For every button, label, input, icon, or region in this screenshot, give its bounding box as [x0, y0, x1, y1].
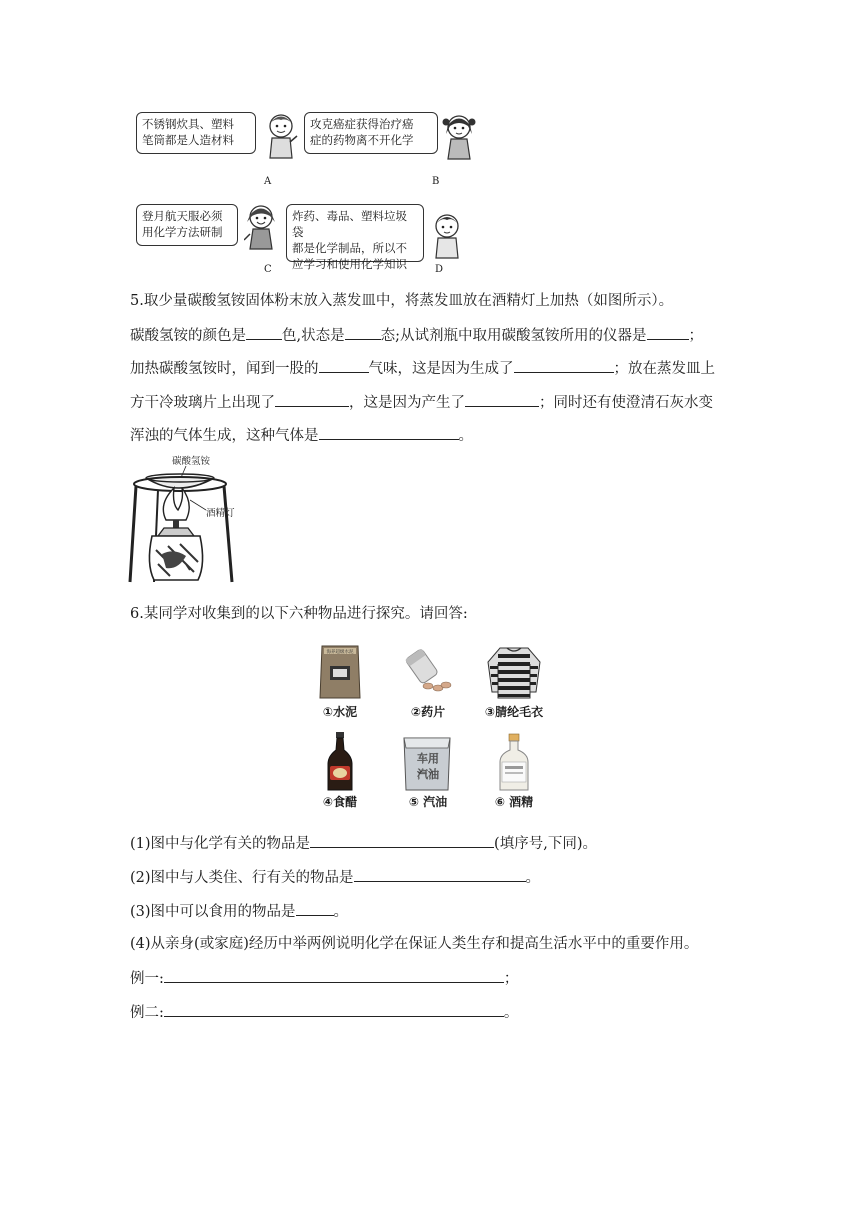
- blank-state[interactable]: [345, 325, 381, 340]
- label-b: B: [432, 176, 440, 187]
- item-label-gasoline: ⑤ 汽油: [408, 795, 448, 809]
- item-vinegar: [300, 730, 380, 810]
- q5-text: 碳酸氢铵的颜色是: [130, 328, 246, 344]
- item-label-vinegar: ④食醋: [322, 795, 358, 809]
- q6-stem: 6.某同学对收集到的以下六种物品进行探究。请回答:: [130, 606, 468, 622]
- q5-text: ，这是因为产生了: [349, 395, 465, 411]
- blank-example-2[interactable]: [164, 1002, 504, 1017]
- q5-line3: [130, 358, 715, 379]
- q6-intro: [130, 604, 468, 624]
- alcohol-bottle-icon: [474, 730, 554, 794]
- blank-product[interactable]: [514, 358, 614, 373]
- label-a: A: [264, 176, 272, 187]
- q5-text: 气味，这是因为生成了: [368, 361, 514, 377]
- q6-text: 例二:: [130, 1005, 164, 1021]
- girl-c-icon: [244, 202, 278, 254]
- blank-glass[interactable]: [275, 392, 349, 407]
- girl-b-icon: [442, 112, 476, 164]
- six-items-figure: [300, 640, 560, 815]
- q6-text: 。: [525, 870, 541, 886]
- gasoline-can-icon: [388, 730, 468, 794]
- boy-a-icon: [264, 112, 298, 164]
- q4-figure: [130, 108, 480, 278]
- vinegar-bottle-icon: [300, 730, 380, 794]
- item-label-sweater: ③腈纶毛衣: [484, 705, 544, 719]
- can-text-2: 汽油: [417, 768, 439, 781]
- q6-text: ；: [503, 971, 519, 987]
- q6-text: 例一:: [130, 971, 164, 987]
- cement-bag-text: 海养超级水泥: [326, 650, 354, 655]
- blank-cause[interactable]: [465, 392, 539, 407]
- q6-example1: [130, 968, 518, 989]
- speech-bubble-a: [136, 112, 256, 154]
- speech-c-line2: 用化学方法研制: [142, 225, 223, 239]
- q5-line4: [130, 392, 713, 413]
- q5-text: 浑浊的气体生成，这种气体是: [130, 428, 319, 444]
- sweater-icon: [474, 640, 554, 702]
- item-sweater: [474, 640, 554, 720]
- heating-apparatus-figure: [128, 454, 248, 586]
- speech-b-line1: 攻克癌症获得治疗癌: [310, 117, 414, 131]
- speech-bubble-b: [304, 112, 438, 154]
- blank-gas[interactable]: [319, 425, 459, 440]
- speech-d-line1: 炸药、毒品、塑料垃圾袋: [292, 209, 407, 239]
- item-label-alcohol: ⑥ 酒精: [494, 795, 534, 809]
- blank-housing-travel[interactable]: [354, 867, 526, 882]
- q5-text: 加热碳酸氢铵时，闻到一股的: [130, 361, 319, 377]
- cement-bag-icon: [300, 640, 380, 702]
- blank-instrument[interactable]: [647, 325, 689, 340]
- q6-sub4: [130, 934, 698, 954]
- q6-text: (1)图中与化学有关的物品是: [130, 836, 311, 852]
- q5-line2: [130, 325, 703, 346]
- q6-text: (2)图中与人类住、行有关的物品是: [130, 870, 354, 886]
- q5-line5: [130, 425, 473, 446]
- substance-label: 碳酸氢铵: [172, 456, 211, 467]
- q5-text: 。: [458, 428, 473, 444]
- q6-example2: [130, 1002, 518, 1023]
- q6-text: 。: [333, 904, 349, 920]
- q5-text: 色,状态是: [282, 328, 345, 344]
- speech-d-line3: 应学习和使用化学知识: [292, 257, 407, 271]
- item-label-cement: ①水泥: [322, 705, 358, 719]
- blank-smell[interactable]: [319, 358, 369, 373]
- q5-text: 态;从试剂瓶中取用碳酸氢铵所用的仪器是: [380, 328, 647, 344]
- q6-text: (填序号,下同)。: [494, 836, 597, 852]
- speech-bubble-d: [286, 204, 424, 271]
- item-label-pills: ②药片: [410, 705, 446, 719]
- speech-d-line2: 都是化学制品，所以不: [292, 241, 407, 255]
- q5-stem: 5.取少量碳酸氢铵固体粉末放入蒸发皿中，将蒸发皿放在酒精灯上加热（如图所示）。: [130, 293, 674, 309]
- q6-sub3: [130, 901, 348, 922]
- boy-d-icon: [430, 212, 464, 264]
- q6-text: (4)从亲身(或家庭)经历中举两例说明化学在保证人类生存和提高生活水平中的重要作用。: [130, 936, 699, 952]
- q6-text: (3)图中可以食用的物品是: [130, 904, 296, 920]
- speech-c-line1: 登月航天服必须: [142, 209, 223, 223]
- q5-line1: [130, 291, 673, 311]
- pills-icon: [388, 640, 468, 702]
- tripod-lamp-icon: [128, 454, 248, 586]
- blank-chem-items[interactable]: [310, 833, 494, 848]
- q6-sub2: [130, 867, 540, 888]
- speech-a-line2: 笔筒都是人造材料: [142, 133, 234, 147]
- item-gasoline: [388, 730, 468, 810]
- item-cement: [300, 640, 380, 720]
- blank-example-1[interactable]: [164, 968, 504, 983]
- blank-color[interactable]: [246, 325, 282, 340]
- q5-text: ；放在蒸发皿上: [613, 361, 715, 377]
- item-alcohol: [474, 730, 554, 810]
- q5-text: ；: [688, 328, 703, 344]
- label-c: C: [264, 264, 272, 275]
- speech-a-line1: 不锈钢炊具、塑料: [142, 117, 234, 131]
- speech-bubble-c: [136, 204, 238, 246]
- speech-b-line2: 症的药物离不开化学: [310, 133, 414, 147]
- lamp-label: 酒精灯: [206, 508, 235, 519]
- can-text-1: 车用: [417, 752, 439, 765]
- label-d: D: [435, 264, 444, 275]
- item-pills: [388, 640, 468, 720]
- q6-sub1: [130, 833, 597, 854]
- blank-edible[interactable]: [296, 901, 334, 916]
- q6-text: 。: [503, 1005, 519, 1021]
- q5-text: 方干冷玻璃片上出现了: [130, 395, 275, 411]
- q5-text: ；同时还有使澄清石灰水变: [539, 395, 713, 411]
